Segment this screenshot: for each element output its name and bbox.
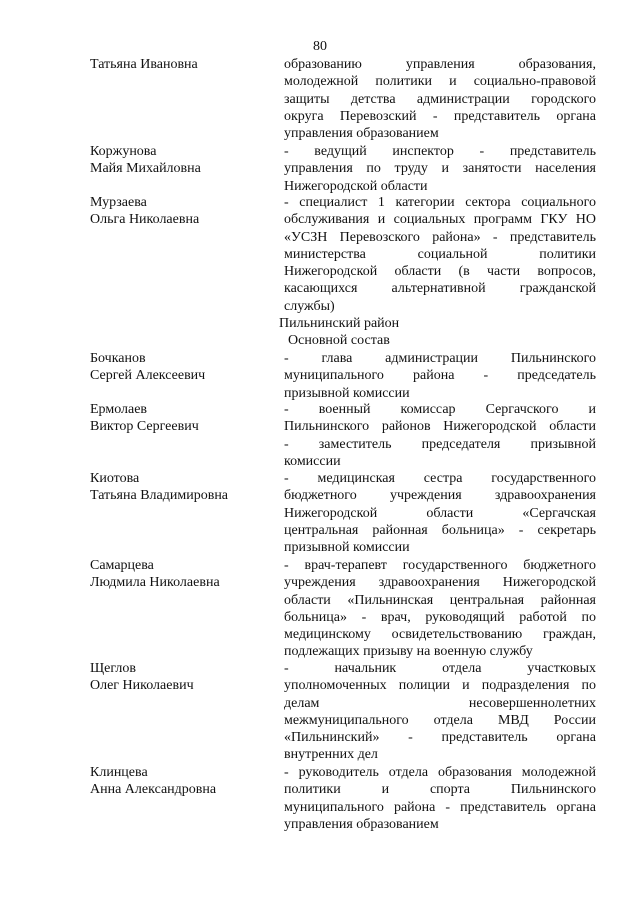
role-line: призывной комиссии (284, 385, 410, 401)
role-line: делам несовершеннолетних (284, 695, 596, 711)
role-line: «УСЗН Перевозского района» - представитель (284, 229, 596, 245)
role-line: межмуниципального отдела МВД России (284, 712, 596, 728)
role-line: комиссии (284, 453, 341, 469)
role-line: молодежной политики и социально-правовой (284, 74, 596, 90)
role-line: защиты детства администрации городского (284, 91, 596, 107)
role-line: учреждения здравоохранения Нижегородской (284, 575, 596, 591)
role-line: - глава администрации Пильнинского (284, 351, 596, 366)
member-name: Бочканов Сергей Алексеевич (90, 351, 206, 384)
role-line: управления образованием (284, 126, 439, 142)
role-line: - врач-терапевт государственного бюджетного (284, 558, 596, 573)
role-line: внутренних дел (284, 747, 378, 763)
member-role (284, 56, 596, 142)
role-line: обслуживания и социальных программ ГКУ НО (284, 212, 596, 228)
role-line: медицинскому освидетельствованию граждан, (284, 627, 596, 643)
page-number: 80 (313, 39, 327, 54)
role-line: управления образованием (284, 816, 439, 832)
role-line: «Пильнинский» - представитель органа (284, 730, 596, 746)
role-line: уполномоченных полиции и подразделения по (284, 678, 596, 694)
member-name: Щеглов Олег Николаевич (90, 661, 194, 694)
member-name: Киотова Татьяна Владимировна (90, 471, 229, 504)
role-line: - военный комиссар Сергачского и (284, 402, 596, 417)
role-line: призывной комиссии (284, 540, 410, 556)
role-line: Нижегородской области (284, 178, 428, 194)
composition-heading: Основной состав (288, 333, 390, 348)
role-line: - заместитель председателя призывной (284, 436, 596, 452)
role-line: службы) (284, 298, 335, 314)
member-name: Татьяна Ивановна (90, 57, 198, 72)
role-line: - медицинская сестра государственного (284, 471, 596, 486)
role-line: политики и спорта Пильнинского (284, 782, 596, 798)
role-line: образованию управления образования, (284, 57, 596, 72)
role-line: министерства социальной политики (284, 246, 596, 262)
role-line: области «Пильнинская центральная районная (284, 592, 596, 608)
role-line: - специалист 1 категории сектора социального (284, 195, 596, 210)
member-role (284, 350, 596, 402)
district-heading: Пильнинский район (279, 316, 400, 331)
role-line: касающихся альтернативной гражданской (284, 281, 596, 297)
role-line: Нижегородской области «Сергачская (284, 505, 596, 521)
role-line: бюджетного учреждения здравоохранения (284, 488, 596, 504)
role-line: - ведущий инспектор - представитель (284, 144, 596, 159)
member-role (284, 401, 596, 470)
member-name: Коржунова Майя Михайловна (90, 144, 201, 177)
role-line: Пильнинского районов Нижегородской области (284, 419, 596, 435)
role-line: центральная районная больница» - секретарь (284, 522, 596, 538)
member-name: Мурзаева Ольга Николаевна (90, 195, 200, 228)
role-line: Нижегородской области (в части вопросов, (284, 264, 596, 280)
role-line: управления по труду и занятости населения (284, 161, 596, 177)
member-role (284, 764, 596, 833)
role-line: муниципального района - председатель (284, 368, 596, 384)
role-line: - начальник отдела участковых (284, 661, 596, 676)
role-line: округа Перевозский - представитель органа (284, 108, 596, 124)
role-line: - руководитель отдела образования молодежной (284, 765, 596, 780)
member-name: Самарцева Людмила Николаевна (90, 558, 220, 591)
member-name: Ермолаев Виктор Сергеевич (90, 402, 199, 435)
member-name: Клинцева Анна Александровна (90, 765, 217, 798)
role-line: больница» - врач, руководящий работой по (284, 609, 596, 625)
member-role (284, 470, 596, 556)
member-role (284, 194, 596, 315)
member-role (284, 660, 596, 764)
member-role (284, 143, 596, 195)
member-role (284, 557, 596, 661)
role-line: подлежащих призыву на военную службу (284, 644, 533, 660)
role-line: муниципального района - представитель органа (284, 799, 596, 815)
